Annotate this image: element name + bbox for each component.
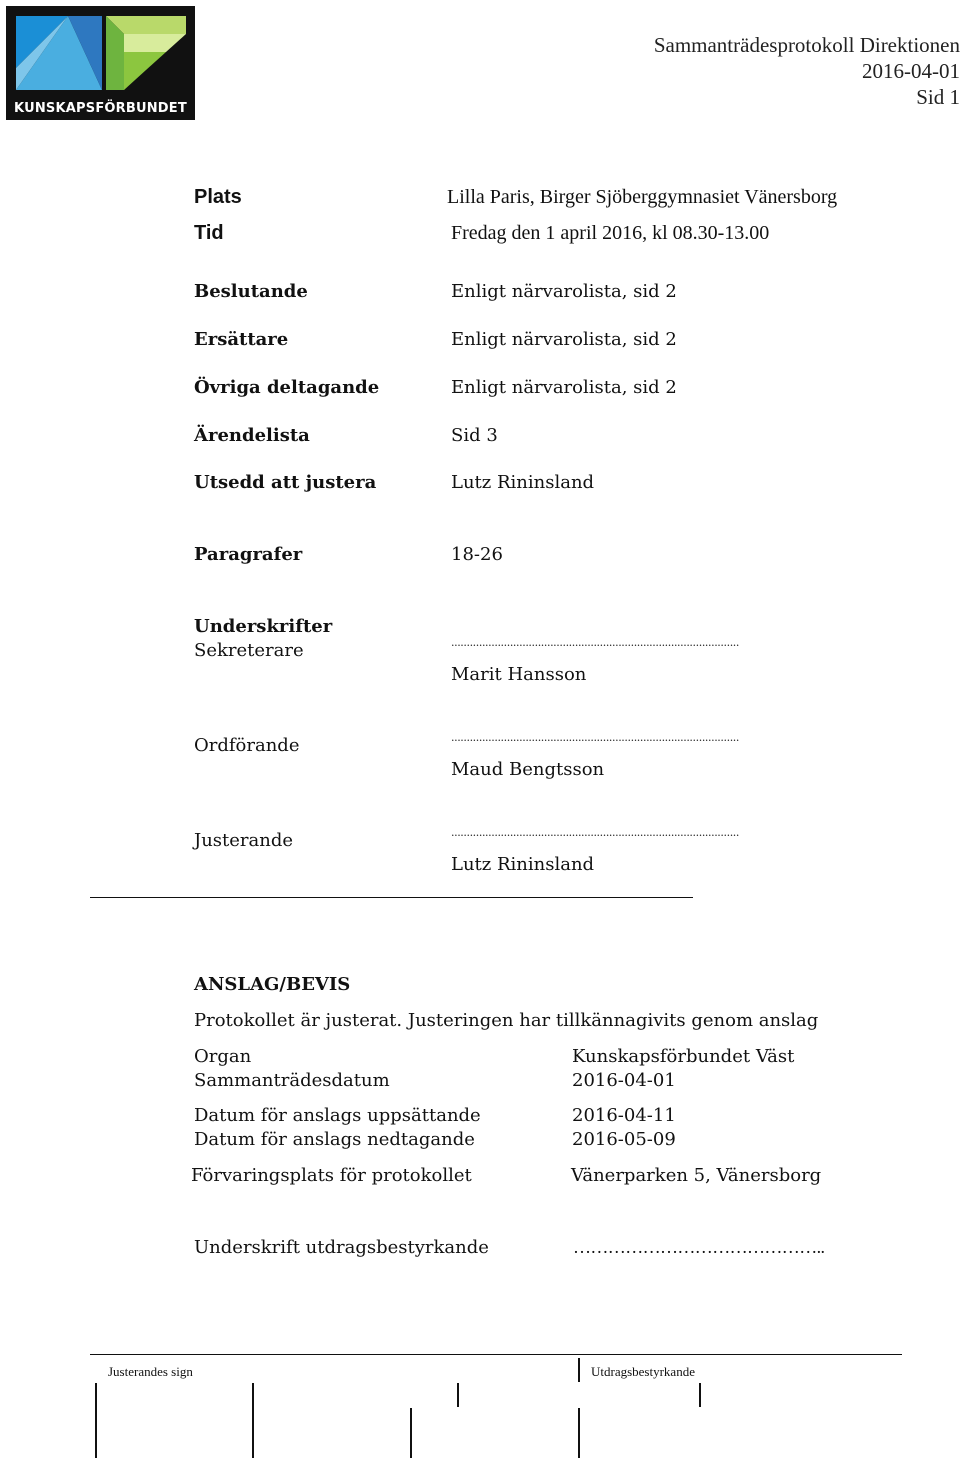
notice-value-removed: 2016-05-09: [572, 1129, 676, 1150]
sign-box-divider: [578, 1358, 580, 1382]
notice-label-organ: Organ: [194, 1046, 252, 1067]
signature-name-chair: Maud Bengtsson: [451, 759, 605, 780]
sign-box-divider: [410, 1408, 412, 1458]
document-title: Sammanträdesprotokoll Direktionen: [653, 33, 960, 57]
signature-name-adjuster: Lutz Rininsland: [451, 854, 595, 875]
sign-box-divider: [252, 1383, 254, 1458]
sign-box-divider: [699, 1383, 701, 1407]
deciding-value: Enligt närvarolista, sid 2: [451, 281, 677, 302]
adjusters-sign-label: Justerandes sign: [108, 1364, 193, 1379]
document-header: [654, 32, 960, 110]
agenda-value: Sid 3: [451, 425, 498, 446]
time-value: Fredag den 1 april 2016, kl 08.30-13.00: [451, 222, 770, 244]
place-value: Lilla Paris, Birger Sjöberggymnasiet Vänersborg: [447, 186, 838, 208]
section-divider: [90, 897, 693, 898]
paragraphs-value: 18-26: [451, 544, 503, 565]
sign-box-divider: [95, 1383, 97, 1458]
paragraphs-label: Paragrafer: [194, 544, 303, 565]
notice-label-removed: Datum för anslags nedtagande: [194, 1129, 475, 1150]
substitutes-value: Enligt närvarolista, sid 2: [451, 329, 677, 350]
notice-value-storage: Vänerparken 5, Vänersborg: [571, 1165, 822, 1186]
signature-role-secretary: Sekreterare: [194, 640, 304, 661]
page-number: Sid 1: [916, 85, 960, 109]
footer-top-rule: [90, 1354, 902, 1355]
place-label: Plats: [194, 186, 242, 208]
others-value: Enligt närvarolista, sid 2: [451, 377, 677, 398]
notice-value-organ: Kunskapsförbundet Väst: [572, 1046, 795, 1067]
deciding-label: Beslutande: [194, 281, 308, 302]
adjuster-value: Lutz Rininsland: [451, 472, 595, 493]
notice-label-meeting-date: Sammanträdesdatum: [194, 1070, 390, 1091]
extract-signature-line: ……………………………………..: [573, 1237, 825, 1257]
signature-role-chair: Ordförande: [194, 735, 300, 756]
sign-box-divider: [578, 1408, 580, 1458]
notice-value-posted: 2016-04-11: [572, 1105, 676, 1126]
signature-line: .............................................................................................: [451, 731, 739, 744]
substitutes-label: Ersättare: [194, 329, 289, 350]
notice-statement: Protokollet är justerat. Justeringen har tillkännagivits genom anslag: [194, 1010, 819, 1031]
others-label: Övriga deltagande: [194, 377, 380, 398]
notice-label-posted: Datum för anslags uppsättande: [194, 1105, 481, 1126]
signature-line: .............................................................................................: [451, 636, 739, 649]
signature-name-secretary: Marit Hansson: [451, 664, 587, 685]
logo-text: KUNSKAPSFÖRBUNDET: [14, 101, 187, 116]
sign-box-divider: [457, 1383, 459, 1407]
notice-label-storage: Förvaringsplats för protokollet: [191, 1165, 472, 1186]
notice-value-meeting-date: 2016-04-01: [572, 1070, 676, 1091]
notice-heading: ANSLAG/BEVIS: [194, 974, 351, 995]
extract-signature-label: Underskrift utdragsbestyrkande: [194, 1237, 489, 1258]
agenda-label: Ärendelista: [194, 425, 310, 446]
organization-logo: [6, 6, 195, 120]
signature-role-adjuster: Justerande: [194, 830, 294, 851]
adjuster-label: Utsedd att justera: [194, 472, 377, 493]
extract-certifier-label: Utdragsbestyrkande: [591, 1364, 695, 1379]
signatures-heading: Underskrifter: [194, 616, 333, 637]
time-label: Tid: [194, 222, 224, 244]
signature-line: .............................................................................................: [451, 826, 739, 839]
document-date: 2016-04-01: [862, 59, 960, 83]
